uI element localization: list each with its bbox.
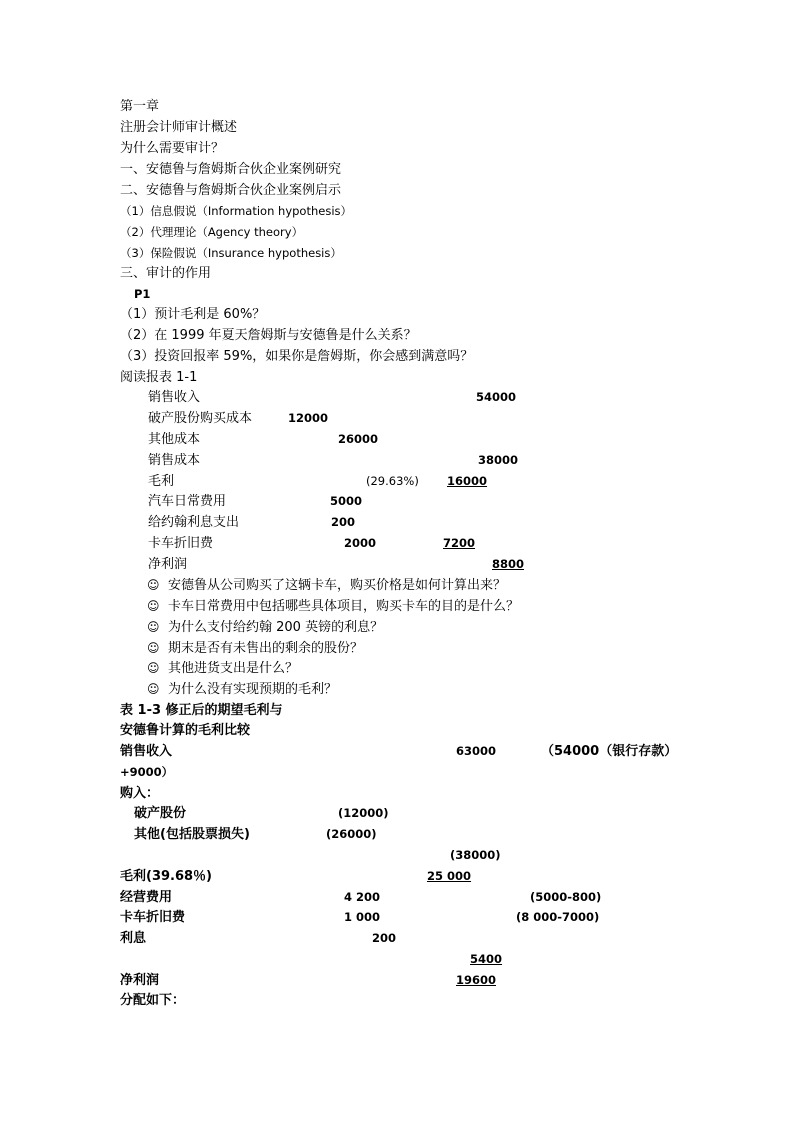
- question-item: 为什么没有实现预期的毛利？: [168, 682, 338, 697]
- t11-bankrupt-label: 破产股份购买成本: [148, 411, 253, 426]
- t11-dep-label: 卡车折旧费: [148, 536, 214, 551]
- t11-other-value: 26000: [338, 432, 379, 446]
- table13-title-1: 表 1-3 修正后的期望毛利与: [120, 703, 283, 718]
- t13-sales-value: 63000: [456, 744, 497, 758]
- chapter-number: 第一章: [120, 99, 160, 114]
- t13-opex-value: 4 200: [344, 890, 381, 904]
- t13-net-value: 19600: [456, 973, 497, 987]
- t13-opex-label: 经营费用: [120, 890, 173, 905]
- t13-dep-value: 1 000: [344, 910, 381, 924]
- t11-interest-label: 给约翰利息支出: [148, 515, 240, 530]
- p1-question-3: （3）投资回报率 59%，如果你是詹姆斯，你会感到满意吗？: [120, 349, 474, 364]
- t13-purchase-total: (38000): [450, 848, 501, 862]
- question-item: 卡车日常费用中包括哪些具体项目，购买卡车的目的是什么？: [168, 599, 520, 614]
- t13-gp-value: 25 000: [427, 869, 472, 883]
- smiley-icon: ☺: [147, 661, 160, 675]
- t13-sales-label: 销售收入: [120, 744, 173, 759]
- t13-interest-label: 利息: [120, 931, 147, 946]
- hypothesis-3: （3）保险假说（Insurance hypothesis）: [120, 246, 342, 260]
- question-item: 其他进货支出是什么？: [168, 661, 299, 676]
- t11-gp-label: 毛利: [148, 474, 175, 489]
- t13-sales-note-cont: +9000）: [120, 765, 174, 779]
- t11-dep-value: 2000: [344, 536, 377, 550]
- t11-net-value: 8800: [492, 557, 525, 571]
- t13-bankrupt-label: 破产股份: [134, 806, 187, 821]
- t13-interest-value: 200: [372, 931, 397, 945]
- section-1: 一、安德鲁与詹姆斯合伙企业案例研究: [120, 162, 342, 177]
- t11-other-label: 其他成本: [148, 432, 201, 447]
- t11-gp-pct: (29.63%): [366, 474, 419, 488]
- t11-cogs-value: 38000: [478, 453, 519, 467]
- section-2: 二、安德鲁与詹姆斯合伙企业案例启示: [120, 183, 342, 198]
- t13-purchase-label: 购入：: [120, 786, 160, 801]
- p1-question-2: （2）在 1999 年夏天詹姆斯与安德鲁是什么关系？: [120, 328, 417, 343]
- t11-interest-value: 200: [331, 515, 356, 529]
- t13-net-label: 净利润: [120, 973, 160, 988]
- hypothesis-2: （2）代理理论（Agency theory）: [120, 225, 304, 239]
- t11-dep-total: 7200: [443, 536, 476, 550]
- t13-expense-total: 5400: [470, 952, 503, 966]
- t11-car-label: 汽车日常费用: [148, 494, 227, 509]
- table13-title-2: 安德鲁计算的毛利比较: [120, 723, 251, 738]
- t11-net-label: 净利润: [148, 557, 188, 572]
- t13-dep-note: (8 000-7000): [516, 910, 600, 924]
- section-3: 三、审计的作用: [120, 266, 212, 281]
- t13-other-value: (26000): [326, 827, 377, 841]
- chapter-title: 注册会计师审计概述: [120, 120, 238, 135]
- smiley-icon: ☺: [147, 682, 160, 696]
- t13-other-label: 其他(包括股票损失): [134, 827, 250, 842]
- t11-bankrupt-value: 12000: [288, 411, 329, 425]
- question-item: 期末是否有未售出的剩余的股份？: [168, 641, 364, 656]
- t13-sales-note: （54000（银行存款）: [541, 744, 678, 759]
- t11-gp-value: 16000: [447, 474, 488, 488]
- t11-car-value: 5000: [330, 494, 363, 508]
- t11-sales-value: 54000: [476, 390, 517, 404]
- t13-bankrupt-value: (12000): [338, 806, 389, 820]
- p1-label: P1: [134, 287, 151, 301]
- t11-cogs-label: 销售成本: [148, 453, 201, 468]
- t13-dep-label: 卡车折旧费: [120, 910, 186, 925]
- chapter-question: 为什么需要审计？: [120, 141, 225, 156]
- hypothesis-1: （1）信息假说（Information hypothesis）: [120, 204, 353, 218]
- t13-allocation: 分配如下：: [120, 993, 186, 1008]
- p1-question-1: （1）预计毛利是 60%？: [120, 307, 266, 322]
- smiley-icon: ☺: [147, 578, 160, 592]
- smiley-icon: ☺: [147, 620, 160, 634]
- question-item: 安德鲁从公司购买了这辆卡车，购买价格是如何计算出来？: [168, 578, 507, 593]
- t13-gp-label: 毛利(39.68％): [120, 869, 213, 884]
- t11-sales-label: 销售收入: [148, 390, 201, 405]
- question-item: 为什么支付给约翰 200 英镑的利息？: [168, 620, 384, 635]
- t13-opex-note: (5000-800): [530, 890, 602, 904]
- smiley-icon: ☺: [147, 641, 160, 655]
- smiley-icon: ☺: [147, 599, 160, 613]
- table11-title: 阅读报表 1-1: [120, 370, 198, 385]
